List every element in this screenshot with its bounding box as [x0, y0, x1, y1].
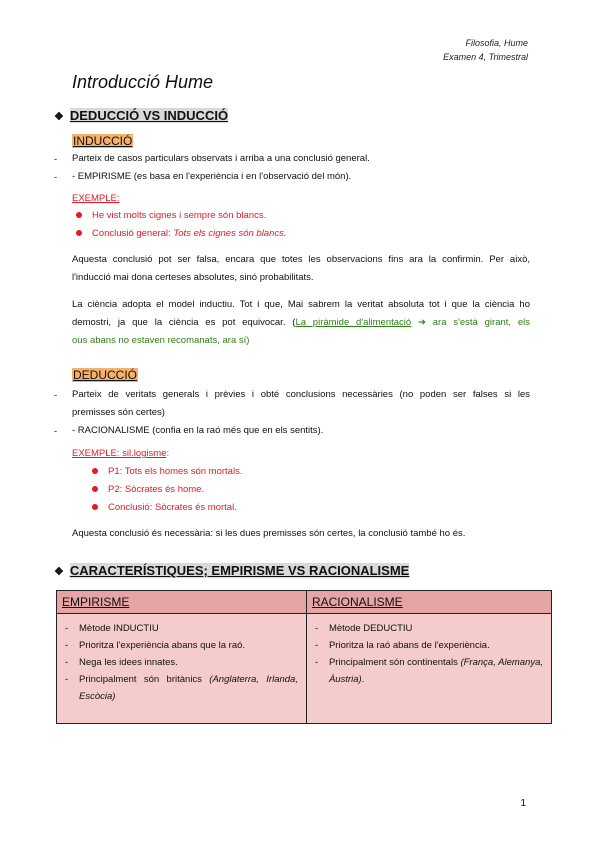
- para-line: ous abans no estaven recomanats, ara sí): [72, 335, 250, 346]
- page-number: 1: [520, 798, 526, 809]
- dash-marker: -: [54, 154, 58, 165]
- para-line: Parteix de veritats generals i prèvies i obté conclusions necessàries (no poden ser falses si les: [72, 389, 530, 400]
- deduccio-paragraph: Aquesta conclusió és necessària: si les dues premisses són certes, la conclusió també ho és.: [72, 528, 466, 539]
- section-heading-text: CARACTERÍSTIQUES; EMPIRISME VS RACIONALISME: [69, 563, 410, 578]
- list-item: - Prioritza la raó abans de l'experiència.: [314, 640, 490, 651]
- section-heading-deduccio-induccio: [54, 108, 228, 123]
- deduccio-example-label: [72, 447, 169, 461]
- example-text: Conclusió: Sòcrates és mortal.: [108, 502, 237, 513]
- diamond-bullet-icon: ❖: [54, 111, 64, 123]
- para-line: La ciència adopta el model inductiu. Tot i que, Mai sabrem la veritat absoluta tot i que la ciència ho: [72, 299, 530, 310]
- induccio-example-label: EXEMPLE:: [72, 193, 120, 204]
- deduccio-example-item: [92, 501, 237, 515]
- list-item: - Nega les idees innates.: [65, 657, 178, 668]
- induccio-definition: Parteix de casos particulars observats i arriba a una conclusió general.: [72, 153, 370, 164]
- document-header: [443, 36, 528, 64]
- list-item: - Mètode INDUCTIU: [65, 623, 159, 634]
- bullet-icon: [76, 230, 82, 236]
- induccio-paragraph-2: [72, 296, 530, 350]
- bullet-icon: [92, 504, 98, 510]
- subheading-deduccio: DEDUCCIÓ: [73, 368, 138, 382]
- example-text: Conclusió general:: [92, 228, 174, 239]
- para-text: demostri, ja que la ciència es pot equivocar. (: [72, 317, 296, 328]
- section-heading-caracteristiques: [54, 563, 409, 578]
- dash-marker: -: [54, 390, 58, 401]
- deduccio-racionalisme: - RACIONALISME (confia en la raó més que en els sentits).: [72, 425, 324, 436]
- induccio-example-item: [76, 227, 287, 241]
- dash-marker: -: [54, 426, 58, 437]
- racionalisme-cell: [306, 614, 551, 724]
- header-line-1: Filosofia, Hume: [465, 38, 528, 48]
- section-heading-text: DEDUCCIÓ VS INDUCCIÓ: [69, 108, 229, 123]
- para-line: Aquesta conclusió pot ser falsa, encara que totes les observacions fins ara la confirmin. Per això,: [72, 254, 530, 265]
- column-header-empirisme: EMPIRISME: [57, 591, 307, 614]
- bullet-icon: [92, 468, 98, 474]
- para-line: l'inducció mai dona certeses absolutes, sinó probabilitats.: [72, 272, 314, 283]
- induccio-paragraph-1: [72, 251, 530, 287]
- list-item: - Prioritza l'experiència abans que la raó.: [65, 640, 246, 651]
- para-line: [72, 314, 530, 332]
- deduccio-example-item: [92, 483, 204, 497]
- bullet-icon: [92, 486, 98, 492]
- list-item: - Principalment són britànics (Anglaterra, Irlanda, Escòcia): [65, 674, 298, 702]
- empirisme-cell: [57, 614, 307, 724]
- example-conclusion: Tots els cignes són blancs.: [173, 228, 287, 239]
- page-title: Introducció Hume: [72, 72, 214, 92]
- example-text: P1: Tots els homes són mortals.: [108, 466, 243, 477]
- subheading-induccio: INDUCCIÓ: [73, 134, 133, 148]
- example-label-colon: :: [166, 448, 170, 459]
- para-text-green: ➔ ara s'està girant, els: [411, 317, 530, 328]
- deduccio-definition: [72, 386, 530, 422]
- dash-marker: -: [54, 172, 58, 183]
- bullet-icon: [76, 212, 82, 218]
- piramide-link[interactable]: La piràmide d'alimentació: [295, 317, 412, 328]
- para-line: premisses són certes): [72, 407, 165, 418]
- example-text: P2: Sòcrates és home.: [108, 484, 205, 495]
- list-item: - Principalment són continentals (França, Alemanya, Àustria).: [314, 657, 544, 685]
- header-line-2: Examen 4, Trimestral: [443, 52, 528, 62]
- comparison-table: [56, 590, 552, 724]
- example-label-text: EXEMPLE: sil.logisme: [72, 448, 167, 459]
- induccio-empirisme: - EMPIRISME (es basa en l'experiència i en l'observació del món).: [72, 171, 352, 182]
- list-item: - Mètode DEDUCTIU: [314, 623, 413, 634]
- deduccio-example-item: [92, 465, 242, 479]
- example-text: He vist molts cignes i sempre són blancs.: [92, 210, 267, 221]
- induccio-example-item: [76, 209, 266, 223]
- column-header-racionalisme: RACIONALISME: [306, 591, 551, 614]
- diamond-bullet-icon: ❖: [54, 566, 64, 578]
